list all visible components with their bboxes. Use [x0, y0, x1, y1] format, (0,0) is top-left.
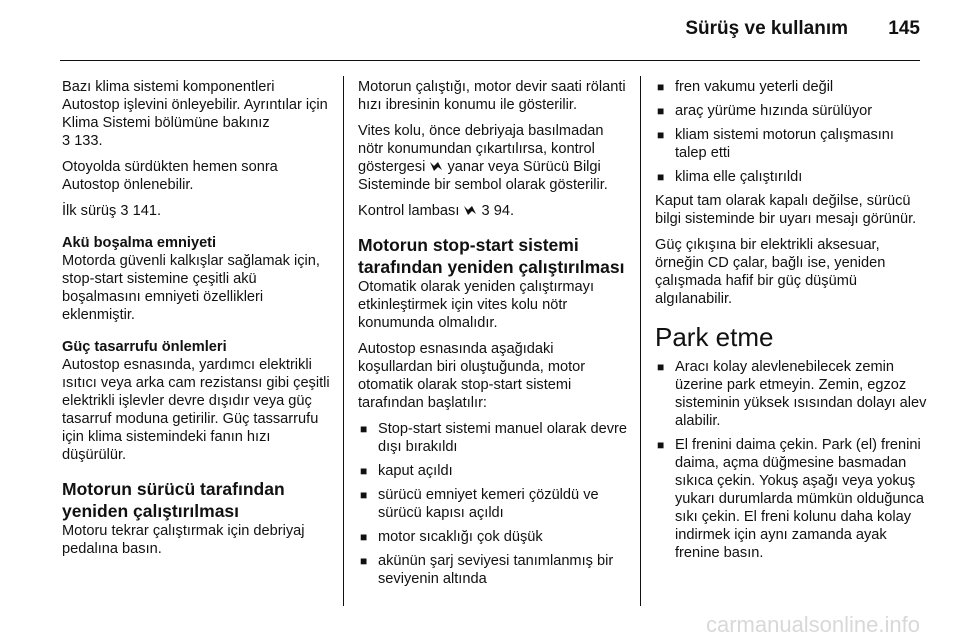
paragraph-text: yanar veya Sürücü Bilgi Sisteminde bir sembol olarak gösterilir. — [358, 159, 608, 193]
engine-restart-indicator-icon — [429, 160, 443, 172]
list-item: ■ araç yürüme hızında sürülüyor — [657, 103, 873, 119]
list-item: ■ Stop-start sistemi manuel olarak devre dışı bırakıldı — [360, 421, 628, 455]
column-3 — [655, 78, 927, 568]
column-divider — [343, 76, 344, 606]
paragraph: Autostop esnasında aşağıdaki koşullardan biri oluştuğunda, motor otomatik olarak stop-start sistemi tarafından başlatılır: — [358, 341, 586, 411]
paragraph — [62, 78, 330, 150]
subheading: Akü boşalma emniyeti — [62, 235, 217, 251]
paragraph-text: Kontrol lambası — [358, 203, 460, 219]
ref-arrow-icon: 3 — [481, 203, 490, 219]
bullet-list — [655, 358, 927, 562]
header-rule — [60, 60, 920, 61]
page-ref[interactable]: 141. — [132, 203, 161, 219]
paragraph-text: Vites kolu, önce debriyaja basılmadan nötr konumundan çıkartılırsa, kontrol göstergesi — [358, 123, 604, 175]
bullet-icon: ■ — [657, 170, 665, 184]
bullet-icon: ■ — [657, 438, 665, 452]
bullet-icon: ■ — [360, 530, 368, 544]
list-item: ■ El frenini daima çekin. Park (el) frenini daima, açma düğmesine basmadan sıkıca çekin. Yokuş aşağı veya yokuş yukarı durumlarda mümkün olduğunca sıkı çekin. El freni kolunu daha kolay indirmek için aynı zamanda ayak frenine basın. — [657, 437, 925, 561]
paragraph: Autostop esnasında, yardımcı elektrikli ısıtıcı veya arka cam rezistansı gibi çeşitli elektrikli işlevler devre dışıdır veya güç tasarruf moduna getirilir. Güç tassarrufu için klima sistemindeki fanın hızı düşürülür. — [62, 357, 330, 463]
list-item: ■ kliam sistemi motorun çalışmasını talep etti — [657, 127, 894, 161]
section-heading: Motorun sürücü tarafından yeniden çalıştırılması — [62, 479, 285, 521]
list-item: ■ akünün şarj seviyesi tanımlanmış bir seviyenin altında — [360, 553, 614, 587]
list-item: ■ Aracı kolay alevlenebilecek zemin üzerine park etmeyin. Zemin, egzoz sisteminin yüksek ısısından dolayı alev alabilir. — [657, 359, 927, 429]
paragraph — [358, 122, 628, 194]
paragraph: Motorun çalıştığı, motor devir saati rölanti hızı ibresinin konumu ile gösterilir. — [358, 79, 626, 113]
paragraph — [62, 202, 330, 220]
list-item: ■ kaput açıldı — [360, 463, 453, 479]
list-item: ■ fren vakumu yeterli değil — [657, 79, 834, 95]
bullet-icon: ■ — [360, 488, 368, 502]
header-title: Sürüş ve kullanım — [685, 18, 848, 39]
page-ref[interactable]: 133. — [74, 133, 103, 149]
engine-restart-indicator-icon — [463, 204, 477, 216]
column-divider — [640, 76, 641, 606]
ref-arrow-icon: 3 — [120, 203, 129, 219]
subheading: Güç tasarrufu önlemleri — [62, 339, 227, 355]
paragraph: Güç çıkışına bir elektrikli aksesuar, örneğin CD çalar, bağlı ise, yeniden çalışmada hafif bir güç düşümü algılanabilir. — [655, 237, 886, 307]
list-item: ■ sürücü emniyet kemeri çözüldü ve sürücü kapısı açıldı — [360, 487, 599, 521]
page-header — [0, 0, 960, 62]
bullet-list — [358, 420, 628, 588]
column-2 — [358, 78, 628, 594]
paragraph: Motorda güvenli kalkışlar sağlamak için, stop-start sistemine çeşitli akü boşalmasını emniyeti özellikleri eklenmiştir. — [62, 253, 320, 323]
ref-arrow-icon: 3 — [62, 133, 71, 149]
bullet-icon: ■ — [657, 128, 665, 142]
paragraph: Kaput tam olarak kapalı değilse, sürücü bilgi sisteminde bir uyarı mesajı görünür. — [655, 193, 917, 227]
section-heading: Park etme — [655, 322, 774, 352]
paragraph-text: İlk sürüş — [62, 203, 117, 219]
list-item: ■ motor sıcaklığı çok düşük — [360, 529, 543, 545]
watermark: carmanualsonline.info — [705, 612, 920, 637]
bullet-list — [655, 78, 927, 186]
bullet-icon: ■ — [360, 422, 368, 436]
bullet-icon: ■ — [657, 360, 665, 374]
bullet-icon: ■ — [360, 464, 368, 478]
section-heading: Motorun stop-start sistemi tarafından yeniden çalıştırılması — [358, 235, 625, 277]
list-item: ■ klima elle çalıştırıldı — [657, 169, 803, 185]
paragraph: Otoyolda sürdükten hemen sonra Autostop önlenebilir. — [62, 159, 278, 193]
page-number: 145 — [888, 18, 920, 39]
paragraph — [358, 202, 628, 220]
paragraph-text: Bazı klima sistemi komponentleri Autostop işlevini önleyebilir. Ayrıntılar için Klima Sistemi bölümüne bakınız — [62, 79, 328, 131]
bullet-icon: ■ — [657, 80, 665, 94]
bullet-icon: ■ — [360, 554, 368, 568]
bullet-icon: ■ — [657, 104, 665, 118]
paragraph: Otomatik olarak yeniden çalıştırmayı etkinleştirmek için vites kolu nötr konumunda olmalıdır. — [358, 279, 595, 331]
paragraph: Motoru tekrar çalıştırmak için debriyaj pedalına basın. — [62, 523, 305, 557]
column-1 — [62, 78, 330, 566]
page-ref[interactable]: 94. — [493, 203, 515, 219]
